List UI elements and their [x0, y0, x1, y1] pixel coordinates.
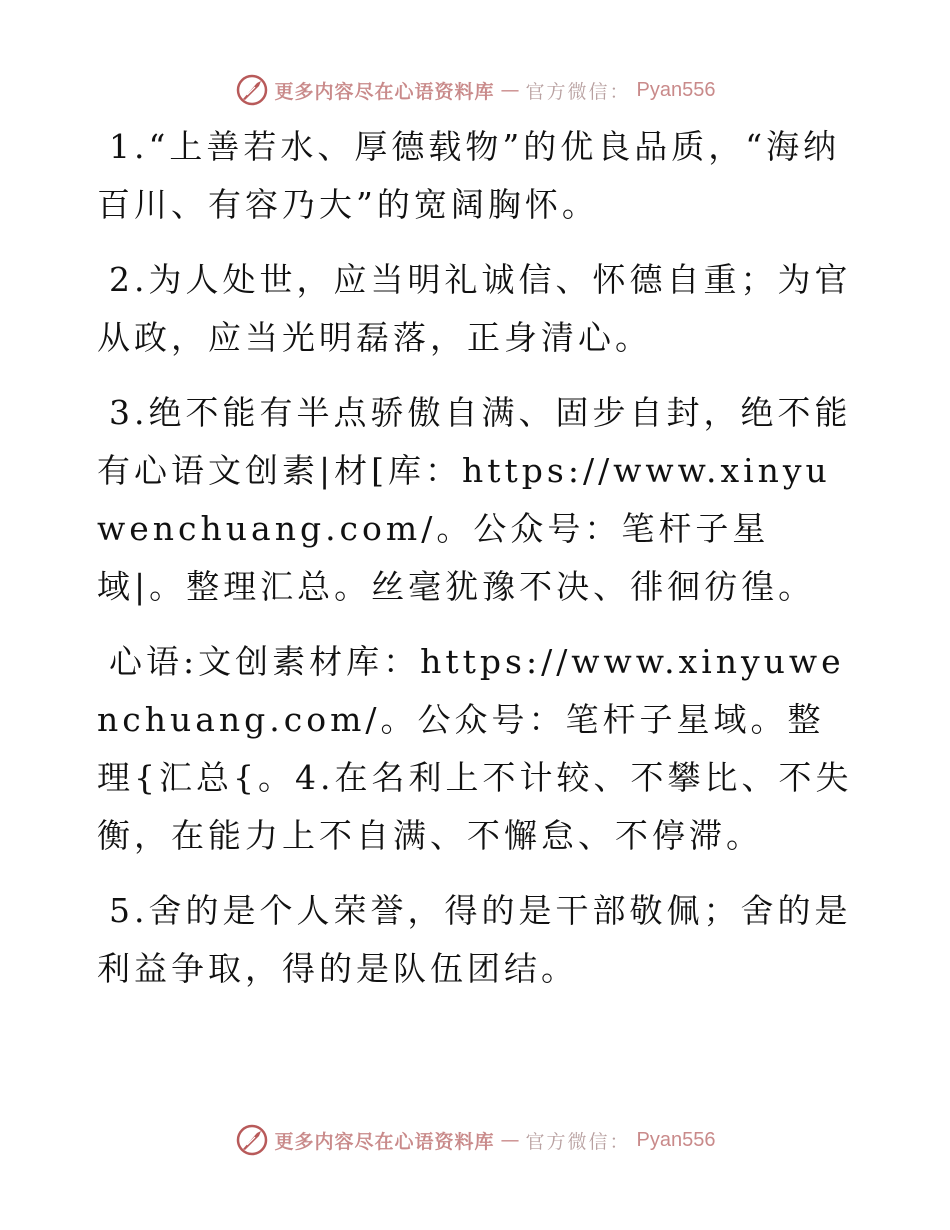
paragraph-5 [97, 882, 857, 998]
quill-circle-icon [235, 73, 269, 107]
footer-wechat-id: Pyan556 [636, 1128, 716, 1151]
paragraph-5-text: 5.舍的是个人荣誉，得的是干部敬佩；舍的是利益争取，得的是队伍团结。 [97, 891, 852, 988]
footer-site-text: 更多内容尽在心语资料库 [274, 1130, 495, 1153]
paragraph-2 [97, 251, 857, 367]
header-wechat-id: Pyan556 [636, 78, 716, 101]
paragraph-4-text: 心语:文创素材库：https://www.xinyuwenchuang.com/。公众号：笔杆子星域。整理{汇总{。4.在名利上不计较、不攀比、不失衡，在能力上不自满、不懈怠、不停滞。 [97, 642, 853, 855]
paragraph-3-text: 3.绝不能有半点骄傲自满、固步自封，绝不能有心语文创素|材[库：https://www.xinyuwenchuang.com/。公众号：笔杆子星域|。整理汇总。丝毫犹豫不决、徘徊彷徨。 [97, 393, 852, 606]
header-dash: — [500, 79, 520, 101]
paragraph-4 [97, 633, 857, 865]
paragraph-3 [97, 384, 857, 616]
quill-circle-icon [235, 1123, 269, 1157]
header-site-text: 更多内容尽在心语资料库 [274, 80, 495, 103]
header-banner [0, 72, 950, 108]
paragraph-2-text: 2.为人处世，应当明礼诚信、怀德自重；为官从政，应当光明磊落，正身清心。 [97, 260, 852, 357]
document-body [97, 118, 857, 1015]
footer-banner [0, 1122, 950, 1158]
paragraph-1 [97, 118, 857, 234]
header-wechat-label: 官方微信： [525, 80, 631, 103]
footer-wechat-label: 官方微信： [525, 1130, 631, 1153]
footer-dash: — [500, 1129, 520, 1151]
paragraph-1-text: 1.“上善若水、厚德载物”的优良品质，“海纳百川、有容乃大”的宽阔胸怀。 [97, 127, 841, 224]
